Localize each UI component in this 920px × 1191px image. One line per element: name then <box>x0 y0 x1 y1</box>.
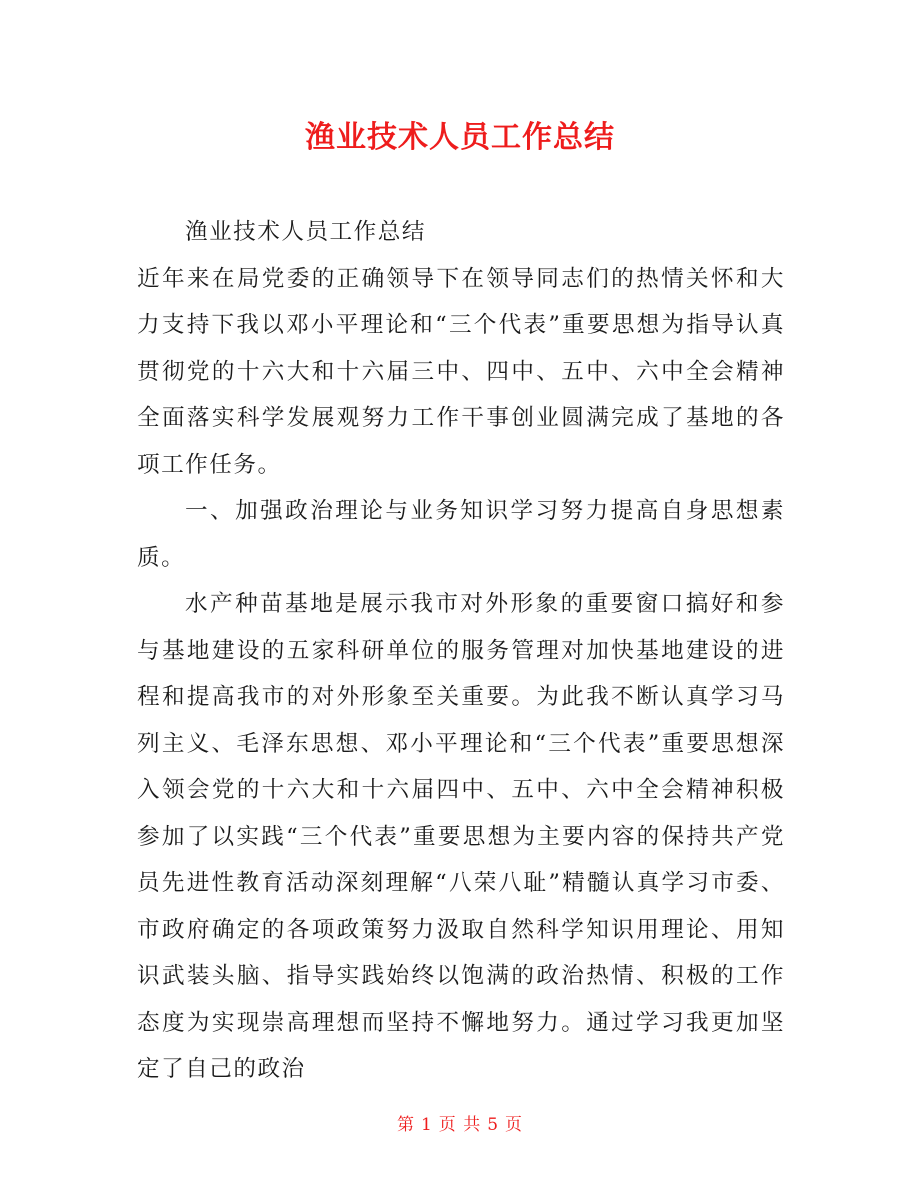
document-body <box>137 209 785 1093</box>
page-footer <box>0 1113 920 1137</box>
current-page-number: 1 <box>420 1115 433 1135</box>
section-heading-1: 一、加强政治理论与业务知识学习努力提高自身思想素质。 <box>137 498 785 571</box>
footer-prefix: 第 <box>396 1115 415 1135</box>
document-title: 渔业技术人员工作总结 <box>305 120 615 155</box>
section-1-paragraph: 水产种苗基地是展示我市对外形象的重要窗口搞好和参与基地建设的五家科研单位的服务管理对加快基地建设的进程和提高我市的对外形象至关重要。为此我不断认真学习马列主义、毛泽东思想、邓小平理论和“三个代表”重要思想深入领会党的十六大和十六届四中、五中、六中全会精神积极参加了以实践“三个代表”重要思想为主要内容的保持共产党员先进性教育活动深刻理解“八荣八耻”精髓认真学习市委、市政府确定的各项政策努力汲取自然科学知识用理论、用知识武装头脑、指导实践始终以饱满的政治热情、积极的工作态度为实现崇高理想而坚持不懈地努力。通过学习我更加坚定了自己的政治 <box>137 591 785 1082</box>
footer-middle: 页 共 <box>438 1115 482 1135</box>
total-page-count: 5 <box>487 1115 500 1135</box>
footer-suffix: 页 <box>505 1115 524 1135</box>
subtitle-paragraph: 渔业技术人员工作总结 <box>185 219 426 245</box>
intro-paragraph: 近年来在局党委的正确领导下在领导同志们的热情关怀和大力支持下我以邓小平理论和“三个代表”重要思想为指导认真贯彻党的十六大和十六届三中、四中、五中、六中全会精神全面落实科学发展观努力工作干事创业圆满完成了基地的各项工作任务。 <box>137 265 785 478</box>
